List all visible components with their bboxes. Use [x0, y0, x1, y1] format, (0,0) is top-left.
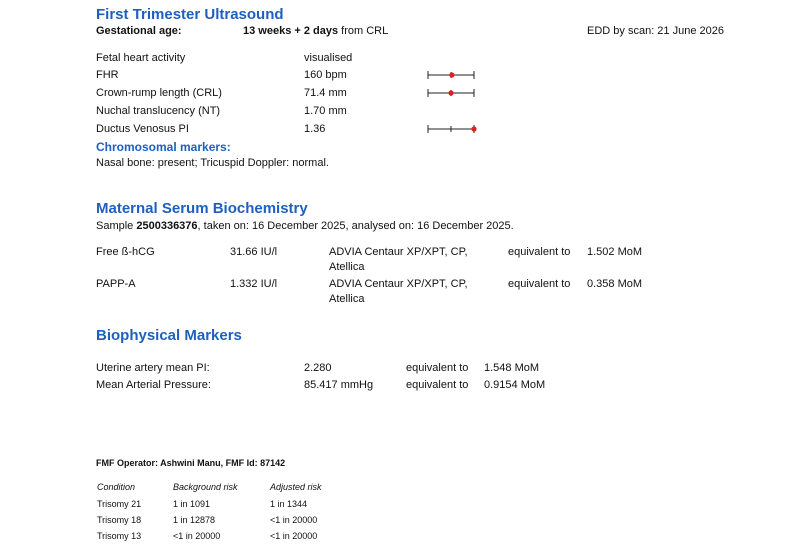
sample-prefix: Sample — [96, 220, 134, 232]
us-row-value: visualised — [304, 52, 353, 64]
ga-suffix: from CRL — [341, 25, 389, 37]
risk-background: 1 in 12878 — [173, 515, 216, 525]
risk-background: <1 in 20000 — [173, 531, 221, 541]
crl-range-indicator — [427, 88, 475, 98]
range-marker — [471, 126, 476, 131]
ga-value: 13 weeks + 2 days — [243, 25, 339, 37]
risk-background: 1 in 1091 — [173, 499, 211, 509]
us-row-value: 1.36 — [304, 123, 326, 135]
dv-pi-range-indicator — [427, 124, 475, 134]
biophys-row-equiv: equivalent to — [406, 362, 469, 374]
us-row-label: FHR — [96, 69, 119, 81]
risk-adjusted: <1 in 20000 — [270, 515, 318, 525]
edd-by-scan: EDD by scan: 21 June 2026 — [587, 25, 724, 37]
sample-id: 2500336376 — [136, 220, 198, 232]
risk-adjusted: 1 in 1344 — [270, 499, 308, 509]
bio-row-label: Free ß-hCG — [96, 246, 155, 258]
chromosomal-markers-title: Chromosomal markers: — [96, 140, 231, 154]
biophys-row-value: 85.417 mmHg — [304, 379, 374, 391]
ga-label: Gestational age: — [96, 25, 182, 37]
risk-header-background: Background risk — [173, 482, 238, 492]
biophys-row-mom: 1.548 MoM — [484, 362, 540, 374]
biophys-row-value: 2.280 — [304, 362, 332, 374]
sample-line — [96, 220, 514, 232]
bio-row-mom: 0.358 MoM — [587, 278, 643, 290]
risk-adjusted: <1 in 20000 — [270, 531, 318, 541]
bio-row-equiv: equivalent to — [508, 278, 571, 290]
bio-row-device-2: Atellica — [329, 293, 365, 305]
bio-row-mom: 1.502 MoM — [587, 246, 643, 258]
bio-row-label: PAPP-A — [96, 278, 136, 290]
bio-row-device-2: Atellica — [329, 261, 365, 273]
us-row-label: Ductus Venosus PI — [96, 123, 189, 135]
bio-row-equiv: equivalent to — [508, 246, 571, 258]
fmf-operator: FMF Operator: Ashwini Manu, FMF Id: 87142 — [96, 458, 286, 468]
bio-row-device: ADVIA Centaur XP/XPT, CP, — [329, 278, 468, 290]
risk-header-condition: Condition — [97, 482, 136, 492]
risk-condition: Trisomy 21 — [97, 499, 142, 509]
fhr-range-indicator — [427, 70, 475, 80]
risk-header-adjusted: Adjusted risk — [270, 482, 322, 492]
us-row-value: 160 bpm — [304, 69, 347, 81]
range-marker — [448, 90, 453, 95]
us-row-label: Crown-rump length (CRL) — [96, 87, 222, 99]
ultrasound-title: First Trimester Ultrasound — [96, 6, 284, 23]
sample-dates: , taken on: 16 December 2025, analysed on: 16 December 2025. — [197, 220, 514, 232]
bio-row-value: 31.66 IU/l — [230, 246, 278, 258]
us-row-label: Nuchal translucency (NT) — [96, 105, 221, 117]
biophys-row-mom: 0.9154 MoM — [484, 379, 546, 391]
bio-row-device: ADVIA Centaur XP/XPT, CP, — [329, 246, 468, 258]
us-row-label: Fetal heart activity — [96, 52, 186, 64]
gestational-age-value — [243, 25, 388, 37]
biophys-row-label: Mean Arterial Pressure: — [96, 379, 211, 391]
biophys-row-label: Uterine artery mean PI: — [96, 362, 210, 374]
us-row-value: 71.4 mm — [304, 87, 347, 99]
biophys-row-equiv: equivalent to — [406, 379, 469, 391]
risk-condition: Trisomy 13 — [97, 531, 142, 541]
chromosomal-markers-text: Nasal bone: present; Tricuspid Doppler: normal. — [96, 157, 329, 169]
bio-row-value: 1.332 IU/l — [230, 278, 278, 290]
biochemistry-title: Maternal Serum Biochemistry — [96, 200, 308, 217]
risk-condition: Trisomy 18 — [97, 515, 142, 525]
range-marker — [449, 72, 454, 77]
biophysical-title: Biophysical Markers — [96, 327, 242, 344]
us-row-value: 1.70 mm — [304, 105, 347, 117]
gestational-age-label — [96, 25, 182, 37]
